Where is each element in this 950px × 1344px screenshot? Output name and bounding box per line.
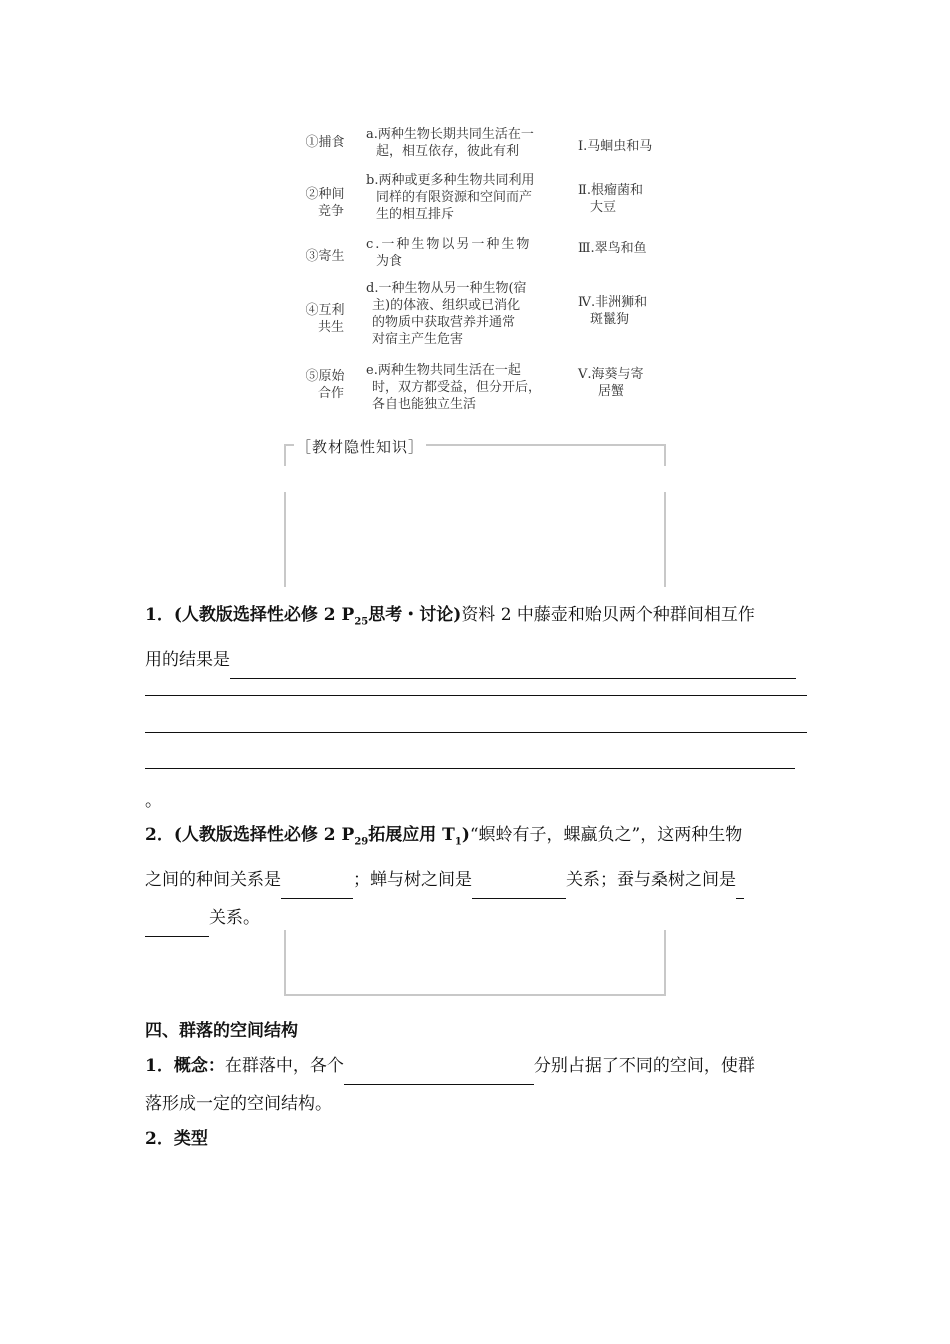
- question-1-end: 。: [145, 791, 162, 811]
- concept-paragraph: 1．概念：在群落中，各个 分别占据了不同的空间，使群 落形成一定的空间结构。: [145, 1056, 755, 1114]
- relation-definition: b.两种或更多种生物共同利用 同样的有限资源和空间而产 生的相互排斥: [366, 173, 535, 222]
- relation-label: ①捕食: [305, 135, 345, 150]
- answer-line[interactable]: [145, 768, 795, 769]
- answer-blank[interactable]: [281, 876, 353, 899]
- answer-blank[interactable]: [472, 876, 566, 899]
- relation-label: ④互利 共生: [305, 303, 345, 335]
- relation-label: ②种间 竞争: [305, 187, 345, 219]
- relation-example: Ⅰ.马蛔虫和马: [578, 139, 653, 154]
- answer-blank[interactable]: [145, 914, 209, 937]
- relation-definition: e.两种生物共同生活在一起 时，双方都受益，但分开后， 各自也能独立生活: [366, 363, 542, 412]
- relation-label: ③寄生: [305, 249, 345, 264]
- relation-example: Ⅱ.根瘤菌和 大豆: [578, 183, 643, 215]
- knowledge-box-title: ［教材隐性知识］: [296, 438, 425, 456]
- section-heading: 四、群落的空间结构: [145, 1021, 298, 1041]
- relation-label: ⑤原始 合作: [305, 369, 345, 401]
- relation-example: Ⅳ.非洲狮和 斑鬣狗: [578, 295, 648, 327]
- question-1: 1．(人教版选择性必修 2 $P_{25}$思考・讨论)资料 2 中藤壶和贻贝两个种群间相互作 用的结果是: [145, 596, 807, 679]
- answer-blank[interactable]: [736, 876, 744, 899]
- relation-example: Ⅴ.海葵与寄 居蟹: [578, 367, 644, 399]
- question-2: 2．(人教版选择性必修 2 $P_{29}$拓展应用 $T_1)“$螟蛉有子，蜾蠃负之”，这两种生物 之间的种间关系是 ；蝉与树之间是 关系；蚕与桑树之间是 关系。: [145, 816, 807, 937]
- relation-definition: a.两种生物长期共同生活在一 起，相互依存，彼此有利: [366, 127, 534, 159]
- relation-example: Ⅲ.翠鸟和鱼: [578, 241, 647, 256]
- answer-line[interactable]: [145, 695, 807, 696]
- notes-box: [284, 930, 666, 996]
- relation-definition: c.一种生物以另一种生物 为食: [366, 237, 532, 269]
- answer-line[interactable]: [145, 732, 807, 733]
- answer-blank[interactable]: [344, 1062, 534, 1085]
- answer-blank[interactable]: [230, 656, 796, 679]
- relation-definition: d.一种生物从另一种生物(宿 主)的体液、组织或已消化 的物质中获取营养并通常 对宿主产生危害: [366, 281, 527, 347]
- types-heading: 2．类型: [145, 1129, 208, 1149]
- knowledge-box-bottom: [284, 492, 666, 587]
